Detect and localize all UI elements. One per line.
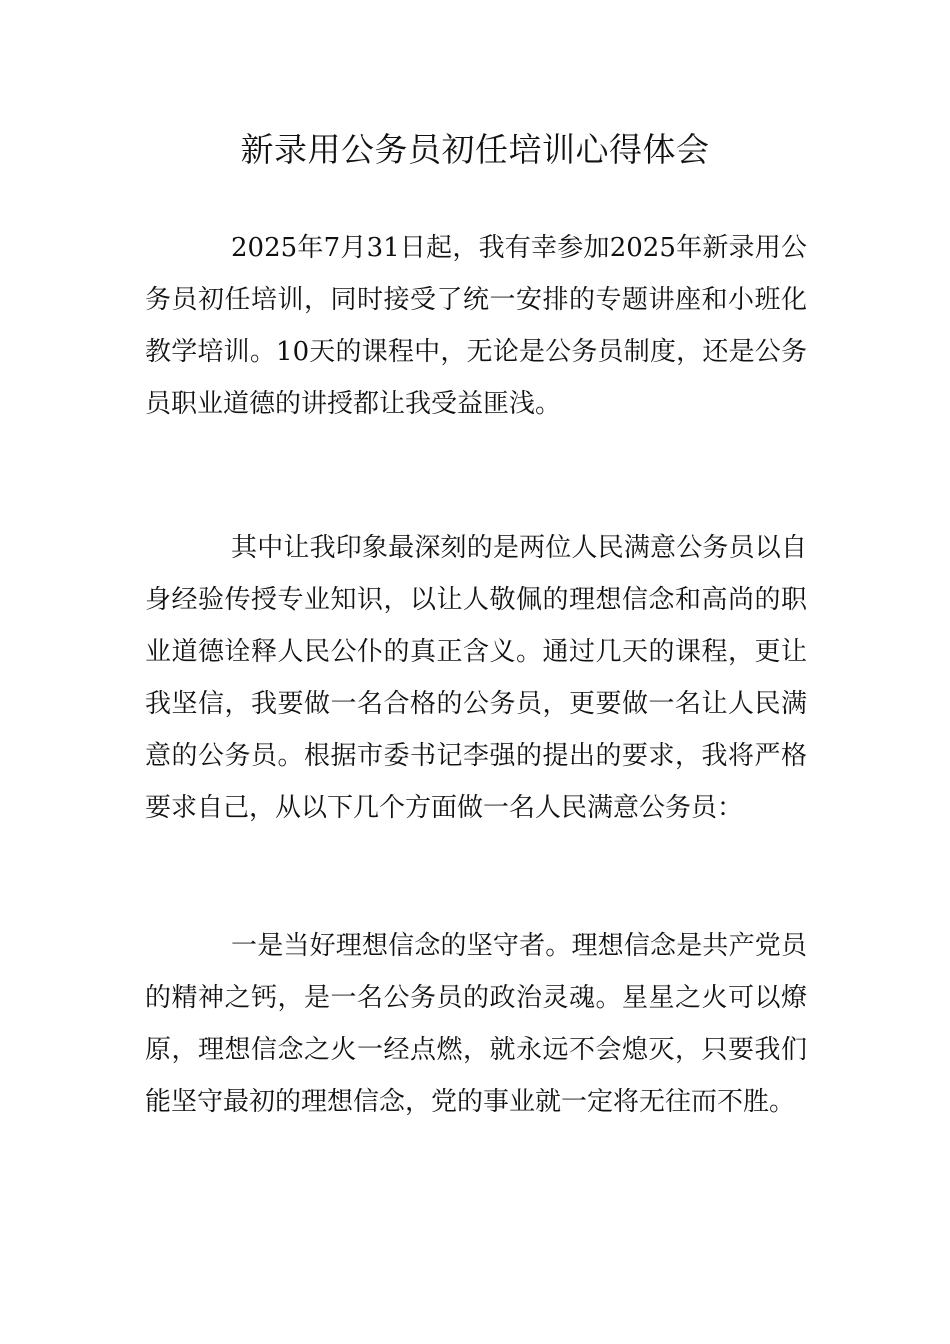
paragraph-1: 2025年7月31日起，我有幸参加2025年新录用公务员初任培训，同时接受了统一安排的专题讲座和小班化教学培训。10天的课程中，无论是公务员制度，还是公务员职业道德的讲授都让我受益匪浅。 xyxy=(145,233,807,419)
paragraph-2: 其中让我印象最深刻的是两位人民满意公务员以自身经验传授专业知识，以让人敬佩的理想信念和高尚的职业道德诠释人民公仆的真正含义。通过几天的课程，更让我坚信，我要做一名合格的公务员，更要做一名让人民满意的公务员。根据市委书记李强的提出的要求，我将严格要求自己，从以下几个方面做一名人民满意公务员： xyxy=(145,533,807,823)
paragraph-3: 一是当好理想信念的坚守者。理想信念是共产党员的精神之钙，是一名公务员的政治灵魂。星星之火可以燎原，理想信念之火一经点燃，就永远不会熄灭，只要我们能坚守最初的理想信念，党的事业就一定将无往而不胜。 xyxy=(145,931,807,1117)
document-title: 新录用公务员初任培训心得体会 xyxy=(240,130,710,169)
